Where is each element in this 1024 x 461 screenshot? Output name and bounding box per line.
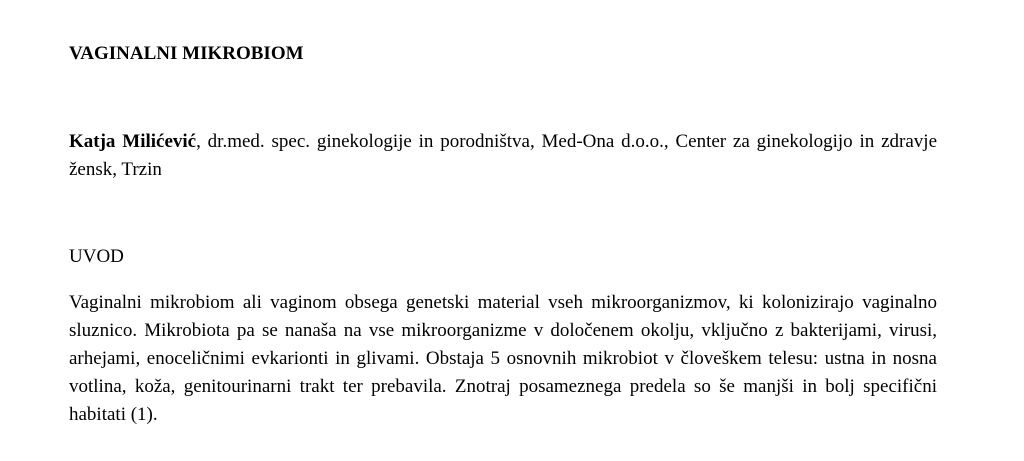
author-name: Katja Milićević	[69, 131, 197, 152]
author-line	[69, 128, 937, 184]
author-affiliation: , dr.med. spec. ginekologije in porodništva, Med-Ona d.o.o., Center za ginekologijo in zdravje žensk, Trzin	[69, 131, 938, 180]
body-paragraph: Vaginalni mikrobiom ali vaginom obsega genetski material vseh mikroorganizmov, ki kolonizirajo vaginalno sluznico. Mikrobiota pa se nanaša na vse mikroorganizme v določenem okolju, vključno z bakterijami, virusi, arhejami, enoceličnimi evkarionti in glivami. Obstaja 5 osnovnih mikrobiot v človeškem telesu: ustna in nosna votlina, koža, genitourinarni trakt ter prebavila. Znotraj posameznega predela so še manjši in bolj specifični habitati (1).	[69, 292, 937, 425]
document-title: VAGINALNI MIKROBIOM	[69, 43, 304, 64]
section-heading: UVOD	[69, 246, 124, 267]
